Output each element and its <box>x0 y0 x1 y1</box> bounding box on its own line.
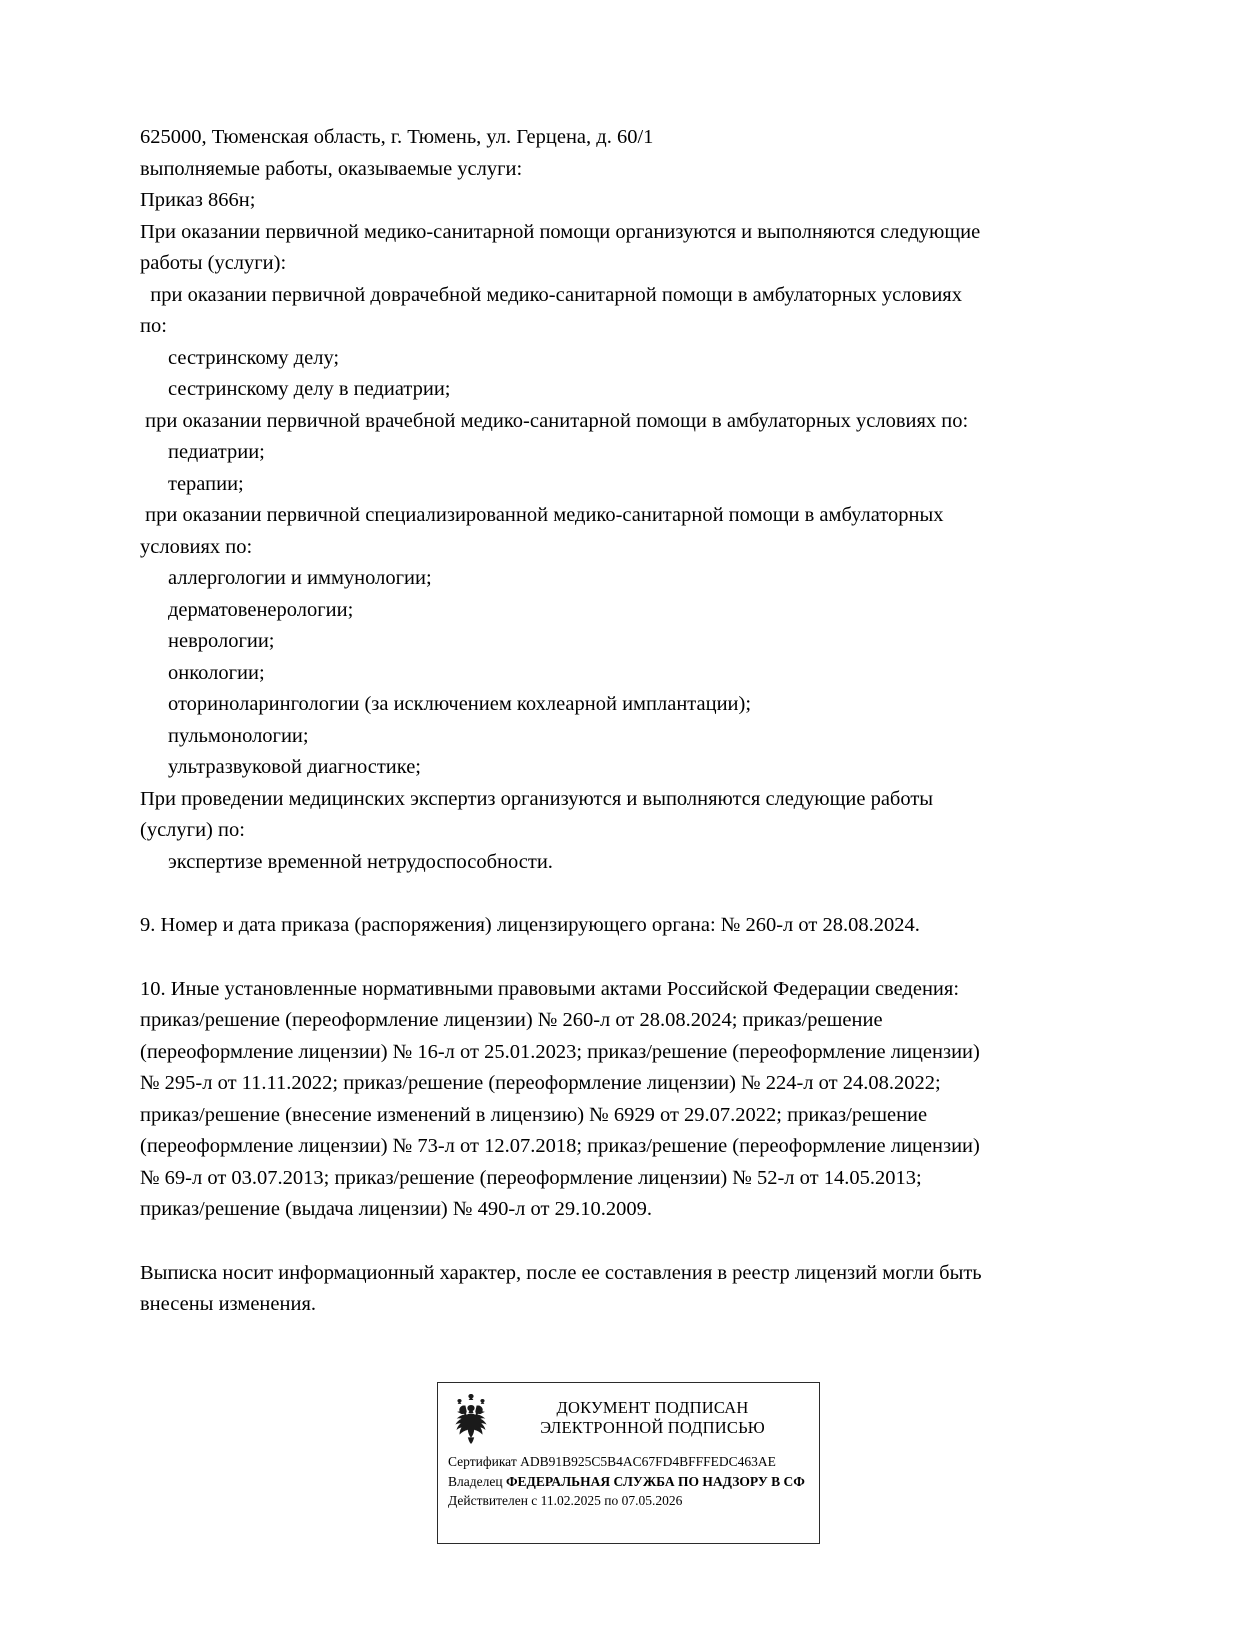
list-item: сестринскому делу в педиатрии; <box>168 378 451 400</box>
order-reference: Приказ 866н; <box>140 189 256 211</box>
electronic-signature-stamp <box>437 1382 820 1544</box>
spacer <box>140 878 1110 910</box>
certificate-line: Сертификат ADB91B925C5B4AC67FD4BFFFEDC463AE <box>448 1454 776 1469</box>
stamp-header <box>438 1383 819 1448</box>
section-10-line: (переоформление лицензии) № 73-л от 12.07.2018; приказ/решение (переоформление лицензии) <box>140 1135 980 1157</box>
address-line: 625000, Тюменская область, г. Тюмень, ул. Герцена, д. 60/1 <box>140 126 654 148</box>
spacer <box>140 942 1110 974</box>
list-item: терапии; <box>168 472 244 495</box>
owner-label: Владелец <box>448 1473 506 1489</box>
section-10-line: приказ/решение (внесение изменений в лицензию) № 6929 от 29.07.2022; приказ/решение <box>140 1103 928 1126</box>
list-item: дерматовенерологии; <box>168 598 354 621</box>
stamp-title-line-2: ЭЛЕКТРОННОЙ ПОДПИСЬЮ <box>540 1418 765 1437</box>
list-item: экспертизе временной нетрудоспособности. <box>168 850 553 873</box>
expertise-intro-line-2: (услуги) по: <box>140 819 245 841</box>
list-item: сестринскому делу; <box>168 346 340 369</box>
section-10-line: 10. Иные установленные нормативными правовыми актами Российской Федерации сведения: <box>140 977 960 1000</box>
stamp-title-line-1: ДОКУМЕНТ ПОДПИСАН <box>556 1398 749 1417</box>
prehospital-intro-line-1: при оказании первичной доврачебной медико-санитарной помощи в амбулаторных условиях <box>140 283 962 306</box>
list-item: оториноларингологии (за исключением кохлеарной имплантации); <box>168 693 752 715</box>
stamp-details <box>438 1448 819 1511</box>
primary-care-intro-line-1: При оказании первичной медико-санитарной помощи организуются и выполняются следующие <box>140 220 981 243</box>
list-item: пульмонологии; <box>168 724 309 747</box>
list-item: неврологии; <box>168 630 275 652</box>
section-10-line: (переоформление лицензии) № 16-л от 25.01.2023; приказ/решение (переоформление лицензии) <box>140 1040 980 1063</box>
expertise-intro-line-1: При проведении медицинских экспертиз организуются и выполняются следующие работы <box>140 787 934 810</box>
spacer <box>140 1226 1110 1258</box>
owner-line <box>448 1472 819 1492</box>
list-item: педиатрии; <box>168 441 265 463</box>
disclaimer-line: внесены изменения. <box>140 1293 316 1315</box>
owner-value: ФЕДЕРАЛЬНАЯ СЛУЖБА ПО НАДЗОРУ В СФ <box>505 1473 805 1489</box>
prehospital-intro-line-2: по: <box>140 315 167 337</box>
works-services-header: выполняемые работы, оказываемые услуги: <box>140 157 523 180</box>
section-10-line: № 295-л от 11.11.2022; приказ/решение (переоформление лицензии) № 224-л от 24.08.2022; <box>140 1072 941 1094</box>
section-10-line: № 69-л от 03.07.2013; приказ/решение (переоформление лицензии) № 52-л от 14.05.2013; <box>140 1166 922 1189</box>
section-10-line: приказ/решение (переоформление лицензии) № 260-л от 28.08.2024; приказ/решение <box>140 1009 883 1031</box>
specialized-care-intro-line-1: при оказании первичной специализированной медико-санитарной помощи в амбулаторных <box>140 504 944 526</box>
list-item: аллергологии и иммунологии; <box>168 567 432 589</box>
section-9-order-number-and-date: 9. Номер и дата приказа (распоряжения) лицензирующего органа: № 260-л от 28.08.2024. <box>140 914 920 936</box>
disclaimer-line: Выписка носит информационный характер, после ее составления в реестр лицензий могли быть <box>140 1261 982 1284</box>
document-body <box>140 122 1110 1321</box>
list-item: онкологии; <box>168 661 265 684</box>
doctor-care-intro: при оказании первичной врачебной медико-санитарной помощи в амбулаторных условиях по: <box>140 409 969 432</box>
list-item: ультразвуковой диагностике; <box>168 756 421 778</box>
validity-line: Действителен с 11.02.2025 по 07.05.2026 <box>448 1493 683 1508</box>
double-headed-eagle-emblem-icon <box>448 1392 494 1444</box>
specialized-care-intro-line-2: условиях по: <box>140 535 253 558</box>
primary-care-intro-line-2: работы (услуги): <box>140 252 287 274</box>
section-10-line: приказ/решение (выдача лицензии) № 490-л от 29.10.2009. <box>140 1198 652 1220</box>
stamp-title <box>500 1398 811 1438</box>
